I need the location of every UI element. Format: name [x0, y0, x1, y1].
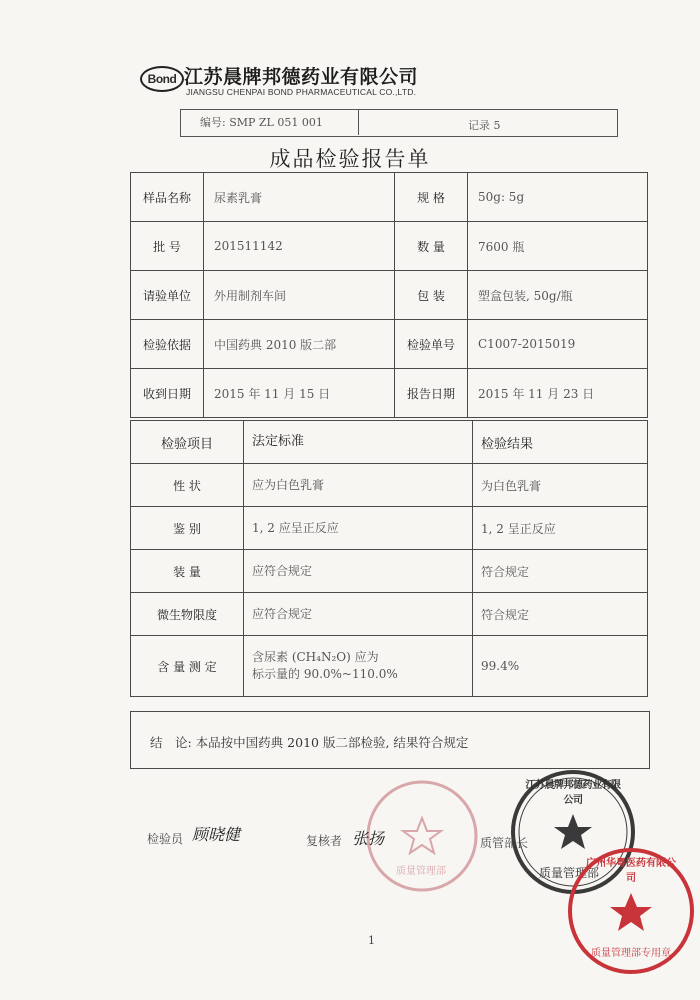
table-row — [131, 464, 648, 507]
row-item: 性 状 — [131, 464, 244, 507]
info-table — [130, 172, 648, 418]
report-date-value: 2015 年 11 月 23 日 — [468, 369, 648, 418]
page-title: 成品检验报告单 — [269, 147, 431, 171]
test-no-label: 检验单号 — [395, 320, 468, 369]
reviewer-label: 复核者 — [306, 834, 343, 848]
spec-value: 50g: 5g — [468, 173, 648, 222]
company-name-cn: 江苏晨牌邦德药业有限公司 — [184, 66, 419, 88]
red-seal — [566, 846, 696, 976]
batch-label: 批 号 — [131, 222, 204, 271]
row-std: 应为白色乳膏 — [244, 464, 473, 507]
table-row — [131, 173, 648, 222]
pack-value: 塑盒包装, 50g/瓶 — [468, 271, 648, 320]
row-std — [244, 636, 473, 697]
col-std-header: 法定标准 — [244, 421, 473, 464]
table-row — [131, 593, 648, 636]
row-item: 装 量 — [131, 550, 244, 593]
table-row — [131, 550, 648, 593]
batch-value: 201511142 — [204, 222, 395, 271]
table-row — [131, 320, 648, 369]
row-item: 鉴 别 — [131, 507, 244, 550]
faint-seal-text: 质量管理部 — [396, 866, 446, 877]
red-seal-inner: 质量管理部专用章 — [591, 948, 671, 959]
pack-label: 包 装 — [395, 271, 468, 320]
recv-date-value: 2015 年 11 月 15 日 — [204, 369, 395, 418]
red-seal-text: 广州华粤医药有限公司 — [586, 858, 676, 884]
table-row — [131, 507, 648, 550]
table-row — [131, 369, 648, 418]
inspector-signature: 顾晓健 — [192, 825, 241, 844]
row-item: 含 量 测 定 — [131, 636, 244, 697]
logo-text: Bond — [147, 72, 177, 86]
req-dept-value: 外用制剂车间 — [204, 271, 395, 320]
row-std: 应符合规定 — [244, 550, 473, 593]
std-line-2: 标示量的 90.0%~110.0% — [252, 667, 398, 681]
table-row — [131, 271, 648, 320]
row-result: 1, 2 呈正反应 — [473, 507, 648, 550]
doc-code: 编号: SMP ZL 051 001 — [200, 116, 323, 129]
doc-code-divider — [358, 109, 359, 135]
recv-date-label: 收到日期 — [131, 369, 204, 418]
basis-label: 检验依据 — [131, 320, 204, 369]
qty-value: 7600 瓶 — [468, 222, 648, 271]
results-table — [130, 420, 648, 697]
spec-label: 规 格 — [395, 173, 468, 222]
table-row — [131, 222, 648, 271]
row-result: 符合规定 — [473, 593, 648, 636]
record-number: 记录 5 — [468, 119, 501, 132]
row-std: 1, 2 应呈正反应 — [244, 507, 473, 550]
company-seal-text: 江苏晨牌邦德药业有限公司 — [525, 780, 621, 806]
basis-value: 中国药典 2010 版二部 — [204, 320, 395, 369]
page-number: 1 — [368, 934, 375, 947]
company-seal-inner: 质量管理部 — [539, 866, 600, 880]
qa-manager-label: 质管部长 — [480, 836, 529, 850]
conclusion-text: 结 论: 本品按中国药典 2010 版二部检验, 结果符合规定 — [150, 735, 469, 750]
qty-label: 数 量 — [395, 222, 468, 271]
row-result: 为白色乳膏 — [473, 464, 648, 507]
company-name-en: JIANGSU CHENPAI BOND PHARMACEUTICAL CO.,LTD. — [186, 87, 417, 97]
row-result: 符合规定 — [473, 550, 648, 593]
inspector-label: 检验员 — [147, 832, 184, 846]
row-result: 99.4% — [473, 636, 648, 697]
sample-name-label: 样品名称 — [131, 173, 204, 222]
report-date-label: 报告日期 — [395, 369, 468, 418]
sample-name-value: 尿素乳膏 — [204, 173, 395, 222]
reviewer-signature: 张扬 — [352, 829, 385, 848]
std-line-1: 含尿素 (CH₄N₂O) 应为 — [252, 650, 379, 665]
company-logo — [140, 66, 184, 92]
col-result-header: 检验结果 — [473, 421, 648, 464]
row-item: 微生物限度 — [131, 593, 244, 636]
req-dept-label: 请验单位 — [131, 271, 204, 320]
col-item-header: 检验项目 — [131, 421, 244, 464]
table-row — [131, 636, 648, 697]
row-std: 应符合规定 — [244, 593, 473, 636]
table-header-row — [131, 421, 648, 464]
test-no-value: C1007-2015019 — [468, 320, 648, 369]
